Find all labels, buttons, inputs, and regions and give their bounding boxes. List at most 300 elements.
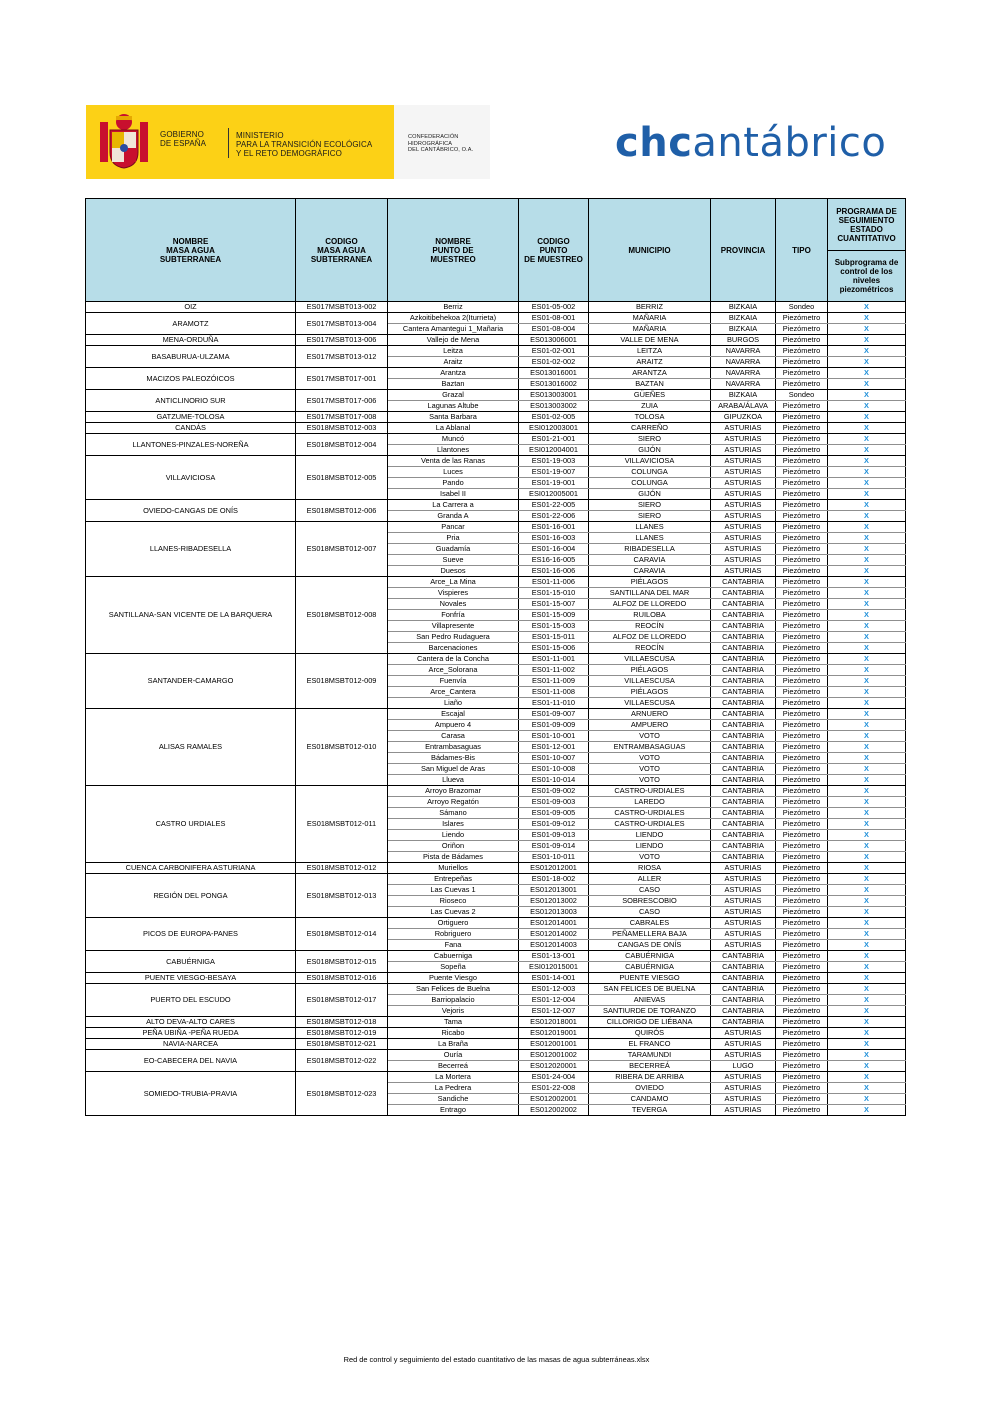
cell-subprograma-mark: X (828, 1105, 906, 1116)
cell-tipo: Piezómetro (776, 907, 828, 918)
cell-provincia: ASTURIAS (711, 445, 776, 456)
cell-subprograma-mark: X (828, 577, 906, 588)
cell-codigo-punto: ES013016002 (519, 379, 589, 390)
cell-subprograma-mark: X (828, 346, 906, 357)
table-row (86, 522, 906, 533)
cell-tipo: Piezómetro (776, 676, 828, 687)
cell-provincia: ASTURIAS (711, 478, 776, 489)
table-row (86, 313, 906, 324)
cell-codigo-masa: ES018MSBT012-005 (296, 456, 388, 500)
ministry-name (236, 131, 372, 158)
cell-provincia: CANTABRIA (711, 830, 776, 841)
cell-municipio: QUIRÓS (589, 1028, 711, 1039)
conf-line-3: DEL CANTÁBRICO, O.A. (408, 147, 474, 153)
cell-municipio: SAN FELICES DE BUELNA (589, 984, 711, 995)
cell-municipio: TOLOSA (589, 412, 711, 423)
cell-municipio: LIENDO (589, 841, 711, 852)
cell-subprograma-mark: X (828, 995, 906, 1006)
table-row (86, 434, 906, 445)
cell-nombre-punto: Entrepeñas (388, 874, 519, 885)
cell-nombre-punto: Leitza (388, 346, 519, 357)
cell-nombre-masa: PICOS DE EUROPA-PANES (86, 918, 296, 951)
cell-codigo-masa: ES018MSBT012-010 (296, 709, 388, 786)
cell-tipo: Piezómetro (776, 412, 828, 423)
cell-nombre-masa: BASABURUA-ULZAMA (86, 346, 296, 368)
col-header-tipo: TIPO (776, 199, 828, 302)
cell-tipo: Piezómetro (776, 863, 828, 874)
cell-codigo-punto: ES01-12-004 (519, 995, 589, 1006)
cell-nombre-punto: Llantones (388, 445, 519, 456)
cell-subprograma-mark: X (828, 445, 906, 456)
cell-codigo-punto: ES01-09-005 (519, 808, 589, 819)
cell-subprograma-mark: X (828, 841, 906, 852)
table-row (86, 654, 906, 665)
cell-municipio: TEVERGA (589, 1105, 711, 1116)
cell-nombre-punto: Baztan (388, 379, 519, 390)
cell-nombre-punto: Bádames-Bis (388, 753, 519, 764)
cell-codigo-punto: ES01-10-001 (519, 731, 589, 742)
cell-nombre-punto: Oriñon (388, 841, 519, 852)
cell-provincia: ASTURIAS (711, 907, 776, 918)
cell-codigo-punto: ES012012001 (519, 863, 589, 874)
cell-subprograma-mark: X (828, 368, 906, 379)
cell-municipio: ANIEVAS (589, 995, 711, 1006)
cell-codigo-masa: ES018MSBT012-019 (296, 1028, 388, 1039)
cell-codigo-punto: ES01-05-002 (519, 302, 589, 313)
cell-nombre-punto: Pista de Bádames (388, 852, 519, 863)
cell-nombre-masa: CANDÁS (86, 423, 296, 434)
col-header-codigo-masa: CODIGO MASA AGUA SUBTERRANEA (296, 199, 388, 302)
footer-filename: Red de control y seguimiento del estado cuantitativo de las masas de agua subterráneas.xlsx (343, 1355, 650, 1364)
cell-municipio: MAÑARIA (589, 313, 711, 324)
cell-tipo: Piezómetro (776, 808, 828, 819)
cell-codigo-masa: ES017MSBT013-012 (296, 346, 388, 368)
cell-nombre-punto: Santa Barbara (388, 412, 519, 423)
cell-tipo: Piezómetro (776, 841, 828, 852)
cell-codigo-punto: ES012018001 (519, 1017, 589, 1028)
cell-provincia: CANTABRIA (711, 951, 776, 962)
cell-codigo-punto: ES012014003 (519, 940, 589, 951)
col-header-codigo-punto: CODIGO PUNTO DE MUESTREO (519, 199, 589, 302)
cell-tipo: Piezómetro (776, 1050, 828, 1061)
cell-nombre-masa: LLANTONES-PINZALES-NOREÑA (86, 434, 296, 456)
cell-tipo: Piezómetro (776, 1072, 828, 1083)
cell-municipio: VOTO (589, 764, 711, 775)
cell-provincia: CANTABRIA (711, 764, 776, 775)
cell-municipio: PIÉLAGOS (589, 687, 711, 698)
cell-subprograma-mark: X (828, 1017, 906, 1028)
cell-subprograma-mark: X (828, 434, 906, 445)
cell-subprograma-mark: X (828, 566, 906, 577)
cell-codigo-punto: ES01-11-002 (519, 665, 589, 676)
cell-tipo: Piezómetro (776, 544, 828, 555)
cell-nombre-punto: Novales (388, 599, 519, 610)
cell-codigo-punto: ES012020001 (519, 1061, 589, 1072)
cell-municipio: COLUNGA (589, 478, 711, 489)
cell-municipio: CARREÑO (589, 423, 711, 434)
cell-nombre-punto: Azkoitibehekoa 2(Iturrieta) (388, 313, 519, 324)
cell-subprograma-mark: X (828, 709, 906, 720)
cell-provincia: CANTABRIA (711, 852, 776, 863)
cell-tipo: Piezómetro (776, 434, 828, 445)
cell-nombre-punto: Duesos (388, 566, 519, 577)
cell-tipo: Piezómetro (776, 665, 828, 676)
cell-provincia: CANTABRIA (711, 687, 776, 698)
cell-subprograma-mark: X (828, 775, 906, 786)
cell-subprograma-mark: X (828, 698, 906, 709)
cell-provincia: CANTABRIA (711, 720, 776, 731)
col-header-nombre-punto: NOMBRE PUNTO DE MUESTREO (388, 199, 519, 302)
cell-nombre-punto: Llueva (388, 775, 519, 786)
cell-municipio: LAREDO (589, 797, 711, 808)
cell-subprograma-mark: X (828, 687, 906, 698)
cell-nombre-punto: Las Cuevas 1 (388, 885, 519, 896)
cell-municipio: GIJÓN (589, 489, 711, 500)
cell-tipo: Piezómetro (776, 874, 828, 885)
cell-municipio: CASTRO-URDIALES (589, 819, 711, 830)
cell-municipio: CASO (589, 907, 711, 918)
cell-nombre-masa: CUENCA CARBONIFERA ASTURIANA (86, 863, 296, 874)
cell-codigo-masa: ES017MSBT017-006 (296, 390, 388, 412)
cell-provincia: CANTABRIA (711, 731, 776, 742)
cell-subprograma-mark: X (828, 401, 906, 412)
cell-subprograma-mark: X (828, 720, 906, 731)
cell-municipio: LIENDO (589, 830, 711, 841)
cell-nombre-punto: Arce_Cantera (388, 687, 519, 698)
cell-provincia: CANTABRIA (711, 588, 776, 599)
cell-tipo: Piezómetro (776, 764, 828, 775)
cell-nombre-masa: OIZ (86, 302, 296, 313)
cell-nombre-masa: ALTO DEVA-ALTO CARES (86, 1017, 296, 1028)
cell-subprograma-mark: X (828, 951, 906, 962)
cell-codigo-punto: ES013003002 (519, 401, 589, 412)
cell-tipo: Piezómetro (776, 577, 828, 588)
cell-nombre-punto: Carasa (388, 731, 519, 742)
cell-nombre-punto: Venta de las Ranas (388, 456, 519, 467)
cell-subprograma-mark: X (828, 962, 906, 973)
cell-provincia: CANTABRIA (711, 643, 776, 654)
cell-municipio: GIJÓN (589, 445, 711, 456)
cell-tipo: Piezómetro (776, 346, 828, 357)
table-row (86, 412, 906, 423)
cell-tipo: Piezómetro (776, 731, 828, 742)
cell-tipo: Piezómetro (776, 511, 828, 522)
cell-nombre-punto: Sámano (388, 808, 519, 819)
cell-municipio: CABRALES (589, 918, 711, 929)
cell-nombre-punto: Rioseco (388, 896, 519, 907)
ministry-line-1: MINISTERIO (236, 131, 284, 140)
cell-municipio: CANGAS DE ONÍS (589, 940, 711, 951)
cell-tipo: Piezómetro (776, 720, 828, 731)
logo-bold-text: chc (615, 120, 693, 166)
cell-codigo-punto: ES01-16-006 (519, 566, 589, 577)
cell-codigo-masa: ES018MSBT012-018 (296, 1017, 388, 1028)
cell-nombre-punto: San Miguel de Aras (388, 764, 519, 775)
cell-provincia: ASTURIAS (711, 1050, 776, 1061)
cell-codigo-masa: ES018MSBT012-011 (296, 786, 388, 863)
cell-tipo: Piezómetro (776, 819, 828, 830)
cell-subprograma-mark: X (828, 797, 906, 808)
cell-provincia: ASTURIAS (711, 467, 776, 478)
cell-municipio: RIOSA (589, 863, 711, 874)
cell-subprograma-mark: X (828, 808, 906, 819)
cell-nombre-punto: Grazal (388, 390, 519, 401)
table-row (86, 709, 906, 720)
cell-codigo-punto: ES01-22-005 (519, 500, 589, 511)
cell-tipo: Sondeo (776, 302, 828, 313)
cell-subprograma-mark: X (828, 544, 906, 555)
cell-subprograma-mark: X (828, 1028, 906, 1039)
cell-tipo: Piezómetro (776, 324, 828, 335)
cell-codigo-punto: ES012002001 (519, 1094, 589, 1105)
cell-subprograma-mark: X (828, 676, 906, 687)
cell-provincia: ASTURIAS (711, 500, 776, 511)
cell-nombre-punto: Cantera Amantegui 1_Mañaria (388, 324, 519, 335)
cell-provincia: ARABA/ÁLAVA (711, 401, 776, 412)
cell-provincia: CANTABRIA (711, 698, 776, 709)
cell-codigo-punto: ES01-10-014 (519, 775, 589, 786)
cell-nombre-punto: Barriopalacio (388, 995, 519, 1006)
cell-codigo-masa: ES017MSBT013-006 (296, 335, 388, 346)
cell-provincia: ASTURIAS (711, 940, 776, 951)
cell-tipo: Piezómetro (776, 478, 828, 489)
cell-provincia: ASTURIAS (711, 1105, 776, 1116)
cell-provincia: CANTABRIA (711, 753, 776, 764)
cell-tipo: Piezómetro (776, 698, 828, 709)
cell-codigo-punto: ES01-19-003 (519, 456, 589, 467)
cell-codigo-punto: ESI012015001 (519, 962, 589, 973)
cell-codigo-punto: ES01-16-003 (519, 533, 589, 544)
cell-codigo-punto: ES01-09-013 (519, 830, 589, 841)
cell-tipo: Piezómetro (776, 533, 828, 544)
cell-municipio: RIBADESELLA (589, 544, 711, 555)
cell-codigo-punto: ES01-11-010 (519, 698, 589, 709)
table-row (86, 390, 906, 401)
cell-nombre-masa: MENA-ORDUÑA (86, 335, 296, 346)
cell-subprograma-mark: X (828, 786, 906, 797)
cell-codigo-punto: ES01-11-006 (519, 577, 589, 588)
cell-municipio: SANTIURDE DE TORANZO (589, 1006, 711, 1017)
cell-tipo: Piezómetro (776, 654, 828, 665)
cell-provincia: CANTABRIA (711, 610, 776, 621)
cell-provincia: BURGOS (711, 335, 776, 346)
cell-nombre-punto: Arantza (388, 368, 519, 379)
cell-tipo: Piezómetro (776, 775, 828, 786)
cell-codigo-punto: ES01-18-002 (519, 874, 589, 885)
cell-municipio: CASO (589, 885, 711, 896)
cell-municipio: SIERO (589, 434, 711, 445)
cell-nombre-punto: Ouría (388, 1050, 519, 1061)
cell-subprograma-mark: X (828, 929, 906, 940)
cell-codigo-punto: ES01-22-006 (519, 511, 589, 522)
cell-codigo-punto: ES01-16-001 (519, 522, 589, 533)
cell-provincia: ASTURIAS (711, 918, 776, 929)
cell-codigo-punto: ES01-12-001 (519, 742, 589, 753)
cell-tipo: Piezómetro (776, 423, 828, 434)
cell-nombre-punto: Robriguero (388, 929, 519, 940)
cell-codigo-punto: ES01-09-007 (519, 709, 589, 720)
cell-provincia: CANTABRIA (711, 1006, 776, 1017)
col-header-subprograma: Subprograma de control de los niveles piezométricos (828, 251, 906, 302)
cell-municipio: VOTO (589, 753, 711, 764)
cell-provincia: BIZKAIA (711, 390, 776, 401)
cell-subprograma-mark: X (828, 1072, 906, 1083)
cell-municipio: CARAVIA (589, 555, 711, 566)
cell-nombre-punto: San Pedro Rudaguera (388, 632, 519, 643)
cell-tipo: Piezómetro (776, 610, 828, 621)
table-row (86, 786, 906, 797)
table-row (86, 951, 906, 962)
cell-provincia: ASTURIAS (711, 896, 776, 907)
cell-nombre-masa: CASTRO URDIALES (86, 786, 296, 863)
cell-nombre-punto: Fana (388, 940, 519, 951)
cell-nombre-punto: Entrago (388, 1105, 519, 1116)
cell-provincia: ASTURIAS (711, 434, 776, 445)
gov-name (160, 130, 206, 148)
cell-codigo-masa: ES018MSBT012-013 (296, 874, 388, 918)
cell-municipio: PEÑAMELLERA BAJA (589, 929, 711, 940)
cell-nombre-punto: Liaño (388, 698, 519, 709)
cell-subprograma-mark: X (828, 852, 906, 863)
cell-subprograma-mark: X (828, 731, 906, 742)
cell-tipo: Piezómetro (776, 830, 828, 841)
cell-subprograma-mark: X (828, 984, 906, 995)
cell-municipio: OVIEDO (589, 1083, 711, 1094)
cell-nombre-punto: Sandiche (388, 1094, 519, 1105)
cell-codigo-punto: ES01-22-008 (519, 1083, 589, 1094)
cell-nombre-punto: Entrambasaguas (388, 742, 519, 753)
table-row (86, 1050, 906, 1061)
cell-subprograma-mark: X (828, 632, 906, 643)
cell-nombre-punto: Ricabo (388, 1028, 519, 1039)
cell-codigo-punto: ES01-09-009 (519, 720, 589, 731)
cell-codigo-punto: ES013016001 (519, 368, 589, 379)
cell-nombre-punto: Araitz (388, 357, 519, 368)
cell-codigo-punto: ES16-16-005 (519, 555, 589, 566)
cell-tipo: Piezómetro (776, 522, 828, 533)
cell-subprograma-mark: X (828, 654, 906, 665)
cell-nombre-punto: Luces (388, 467, 519, 478)
cell-municipio: LLANES (589, 522, 711, 533)
cell-codigo-punto: ES012019001 (519, 1028, 589, 1039)
cell-codigo-punto: ES01-10-007 (519, 753, 589, 764)
cell-codigo-punto: ESI012005001 (519, 489, 589, 500)
cell-provincia: CANTABRIA (711, 819, 776, 830)
cell-municipio: VOTO (589, 775, 711, 786)
cell-provincia: CANTABRIA (711, 621, 776, 632)
cell-codigo-punto: ES01-09-002 (519, 786, 589, 797)
cell-provincia: CANTABRIA (711, 841, 776, 852)
cell-municipio: SOBRESCOBIO (589, 896, 711, 907)
cell-subprograma-mark: X (828, 478, 906, 489)
cell-nombre-masa: ALISAS RAMALES (86, 709, 296, 786)
cell-tipo: Piezómetro (776, 313, 828, 324)
cell-codigo-masa: ES018MSBT012-006 (296, 500, 388, 522)
cell-municipio: ALFOZ DE LLOREDO (589, 599, 711, 610)
cell-nombre-punto: Fonfría (388, 610, 519, 621)
cell-codigo-punto: ES01-11-009 (519, 676, 589, 687)
cell-nombre-punto: La Braña (388, 1039, 519, 1050)
cell-codigo-punto: ES01-09-014 (519, 841, 589, 852)
cell-municipio: LEITZA (589, 346, 711, 357)
cell-nombre-punto: Liendo (388, 830, 519, 841)
cell-codigo-punto: ES012002002 (519, 1105, 589, 1116)
cell-codigo-punto: ES01-24-004 (519, 1072, 589, 1083)
monitoring-table (85, 198, 906, 1116)
cell-municipio: REOCÍN (589, 621, 711, 632)
cell-nombre-masa: LLANES-RIBADESELLA (86, 522, 296, 577)
cell-provincia: BIZKAIA (711, 324, 776, 335)
chc-logo (615, 120, 886, 166)
cell-municipio: CILLORIGO DE LIÉBANA (589, 1017, 711, 1028)
cell-codigo-punto: ES01-11-001 (519, 654, 589, 665)
cell-tipo: Piezómetro (776, 1105, 828, 1116)
cell-municipio: AMPUERO (589, 720, 711, 731)
cell-nombre-punto: Berriz (388, 302, 519, 313)
cell-nombre-punto: Barcenaciones (388, 643, 519, 654)
cell-municipio: CASTRO-URDIALES (589, 808, 711, 819)
cell-codigo-punto: ES012014002 (519, 929, 589, 940)
cell-nombre-punto: Arce_Solorana (388, 665, 519, 676)
cell-tipo: Piezómetro (776, 951, 828, 962)
cell-nombre-punto: Sopeña (388, 962, 519, 973)
cell-municipio: VALLE DE MENA (589, 335, 711, 346)
cell-provincia: ASTURIAS (711, 929, 776, 940)
table-row (86, 984, 906, 995)
cell-nombre-masa: EO-CABECERA DEL NAVIA (86, 1050, 296, 1072)
cell-subprograma-mark: X (828, 489, 906, 500)
cell-provincia: ASTURIAS (711, 566, 776, 577)
cell-provincia: NAVARRA (711, 346, 776, 357)
cell-tipo: Piezómetro (776, 357, 828, 368)
cell-municipio: VILLAVICIOSA (589, 456, 711, 467)
cell-nombre-punto: Vallejo de Mena (388, 335, 519, 346)
cell-subprograma-mark: X (828, 830, 906, 841)
cell-tipo: Piezómetro (776, 599, 828, 610)
cell-subprograma-mark: X (828, 1083, 906, 1094)
cell-codigo-punto: ES012013002 (519, 896, 589, 907)
cell-municipio: RIBERA DE ARRIBA (589, 1072, 711, 1083)
cell-nombre-masa: SOMIEDO-TRUBIA-PRAVIA (86, 1072, 296, 1116)
cell-municipio: SIERO (589, 511, 711, 522)
cell-municipio: LLANES (589, 533, 711, 544)
cell-nombre-punto: Arroyo Regatón (388, 797, 519, 808)
table-row (86, 1072, 906, 1083)
cell-municipio: PIÉLAGOS (589, 665, 711, 676)
cell-tipo: Piezómetro (776, 973, 828, 984)
cell-tipo: Piezómetro (776, 852, 828, 863)
cell-tipo: Piezómetro (776, 445, 828, 456)
cell-provincia: ASTURIAS (711, 863, 776, 874)
cell-provincia: ASTURIAS (711, 1028, 776, 1039)
cell-nombre-punto: Las Cuevas 2 (388, 907, 519, 918)
cell-codigo-punto: ES01-09-012 (519, 819, 589, 830)
cell-provincia: NAVARRA (711, 357, 776, 368)
cell-tipo: Piezómetro (776, 1061, 828, 1072)
cell-municipio: GÜEÑES (589, 390, 711, 401)
cell-provincia: ASTURIAS (711, 511, 776, 522)
logo-divider (228, 128, 229, 158)
cell-codigo-masa: ES018MSBT012-014 (296, 918, 388, 951)
cell-provincia: CANTABRIA (711, 742, 776, 753)
cell-subprograma-mark: X (828, 1094, 906, 1105)
cell-subprograma-mark: X (828, 467, 906, 478)
cell-subprograma-mark: X (828, 555, 906, 566)
cell-subprograma-mark: X (828, 1061, 906, 1072)
cell-nombre-punto: La Ablanal (388, 423, 519, 434)
table-row (86, 302, 906, 313)
cell-subprograma-mark: X (828, 918, 906, 929)
